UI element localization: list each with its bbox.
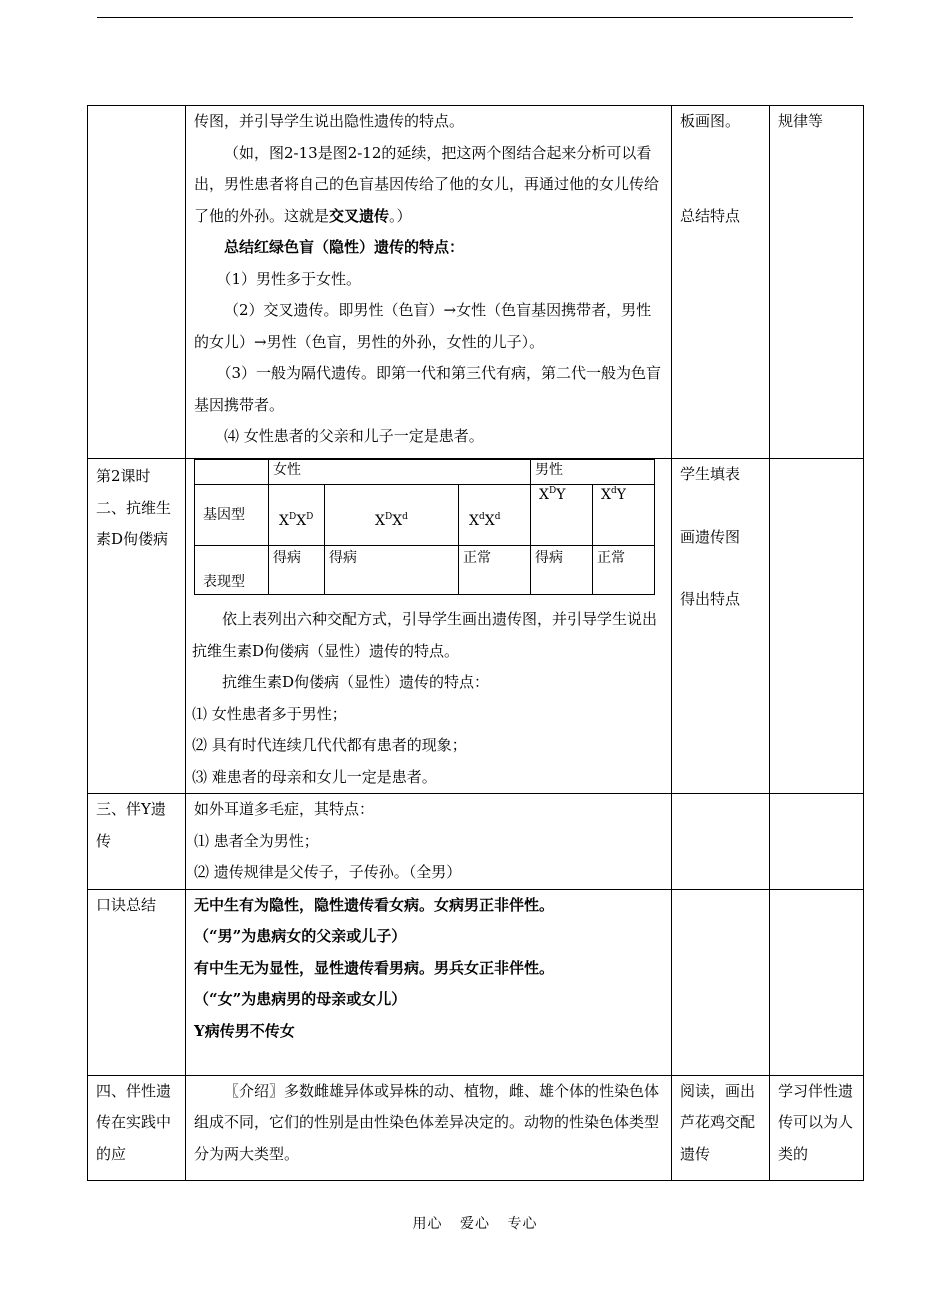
row1-purpose-cell [770,106,864,459]
footer-word: 用心 [412,1216,443,1232]
row2-content-cell [186,459,672,794]
list-item: ⑵ 遗传规律是父传子，子传孙。（全男） [194,863,462,881]
paragraph: 依上表列出六种交配方式，引导学生画出遗传图，并引导学生说出抗维生素D佝偻病（显性）遗传的特点。 [192,610,658,660]
activity-text: 学生填表 [680,465,741,483]
footer-word: 专心 [507,1216,538,1232]
row3-purpose-cell [770,794,864,890]
table-row [88,106,864,459]
phenotype-cell: 正常 [593,546,655,595]
phenotype-label: 表现型 [195,546,269,595]
list-item: ⑵ 具有时代连续几代代都有患者的现象； [192,736,467,754]
phenotype-cell: 得病 [325,546,459,595]
activity-text: 板画图。 [680,112,741,130]
list-item: ⑴ 女性患者多于男性； [192,704,347,723]
activity-text: 得出特点 [680,590,741,608]
row2-purpose-cell [770,459,864,794]
term-cross-inheritance: 交叉遗传 [329,206,390,225]
paragraph: 如外耳道多毛症，其特点： [194,800,375,818]
mnemonic-line: 无中生有为隐性，隐性遗传看女病。女病男正非伴性。 [194,895,555,914]
row4-purpose-cell [770,889,864,1075]
purpose-text: 规律等 [778,112,824,130]
row5-activity-cell: 阅读，画出芦花鸡交配遗传 [672,1075,770,1180]
male-header: 男性 [531,460,655,485]
list-item: （1）男性多于女性。 [216,269,362,288]
genotype-cell: $X^DX^D$ [269,485,325,546]
row4-stage-cell: 口诀总结 [88,889,186,1075]
phenotype-cell: 得病 [531,546,593,595]
row2-activity-cell [672,459,770,794]
list-item: ⑷ 女性患者的父亲和儿子一定是患者。 [224,427,484,445]
mnemonic-line: 有中生无为显性，显性遗传看男病。男兵女正非伴性。 [194,958,555,977]
row1-activity-cell [672,106,770,459]
list-item: （2）交叉遗传。即男性（色盲）→女性（色盲基因携带者，男性的女儿）→男性（色盲，男性的外孙，女性的儿子）。 [194,301,652,351]
activity-text: 画遗传图 [680,527,741,546]
phenotype-cell: 得病 [269,546,325,595]
genotype-cell: $X^dY$ [593,485,655,546]
table-row [88,889,864,1075]
genotype-label: 基因型 [195,485,269,546]
section-heading: 抗维生素D佝偻病（显性）遗传的特点： [222,673,490,691]
female-header: 女性 [269,460,531,485]
row1-content-cell [186,106,672,459]
row1-stage-cell [88,106,186,459]
table-row [88,794,864,890]
genotype-table [194,459,655,595]
activity-text: 总结特点 [680,206,741,225]
row5-stage-cell: 四、伴性遗传在实践中的应 [88,1075,186,1180]
header-rule [97,17,853,18]
mnemonic-line: （“女”为患病男的母亲或女儿） [194,990,407,1008]
row2-stage-cell [88,459,186,794]
stage-text: 二、抗维生素D佝偻病 [96,498,172,548]
mnemonic-line: （“男”为患病女的父亲或儿子） [194,927,407,945]
row4-activity-cell [672,889,770,1075]
list-item: （3）一般为隔代遗传。即第一代和第三代有病，第二代一般为色盲基因携带者。 [194,364,662,414]
corner-cell [195,460,269,485]
stage-text: 第2课时 [96,467,151,485]
row5-purpose-cell: 学习伴性遗传可以为人类的 [770,1075,864,1180]
list-item: ⑶ 难患者的母亲和女儿一定是患者。 [192,767,437,786]
genotype-cell: $X^DX^d$ [325,485,459,546]
list-item: ⑴ 患者全为男性； [194,831,319,850]
paragraph: （如，图2-13是图2-12的延续，把这两个图结合起来分析可以看出，男性患者将自己的色盲基因传给了他的女儿，再通过他的女儿传给了他的外孙。这就是交叉遗传。） [194,143,660,225]
table-row [88,459,864,794]
row5-content-cell [186,1075,672,1180]
mnemonic-line: Y病传男不传女 [194,1021,295,1040]
table-row [88,1075,864,1180]
footer-word: 爱心 [460,1216,490,1232]
phenotype-cell: 正常 [459,546,531,595]
genotype-cell: $X^DY$ [531,485,593,546]
row4-content-cell [186,889,672,1075]
row3-stage-cell: 三、伴Y遗传 [88,794,186,890]
row3-content-cell [186,794,672,890]
row3-activity-cell [672,794,770,890]
lesson-plan-table [87,105,864,1181]
paragraph: 传图，并引导学生说出隐性遗传的特点。 [194,112,465,130]
paragraph: 〖介绍〗多数雌雄异体或异株的动、植物，雌、雄个体的性染色体组成不同，它们的性别是由性染色体差异决定的。动物的性染色体类型分为两大类型。 [194,1081,660,1163]
page-footer [0,1213,950,1233]
section-heading: 总结红绿色盲（隐性）遗传的特点： [224,238,465,256]
genotype-cell: $X^dX^d$ [459,485,531,546]
